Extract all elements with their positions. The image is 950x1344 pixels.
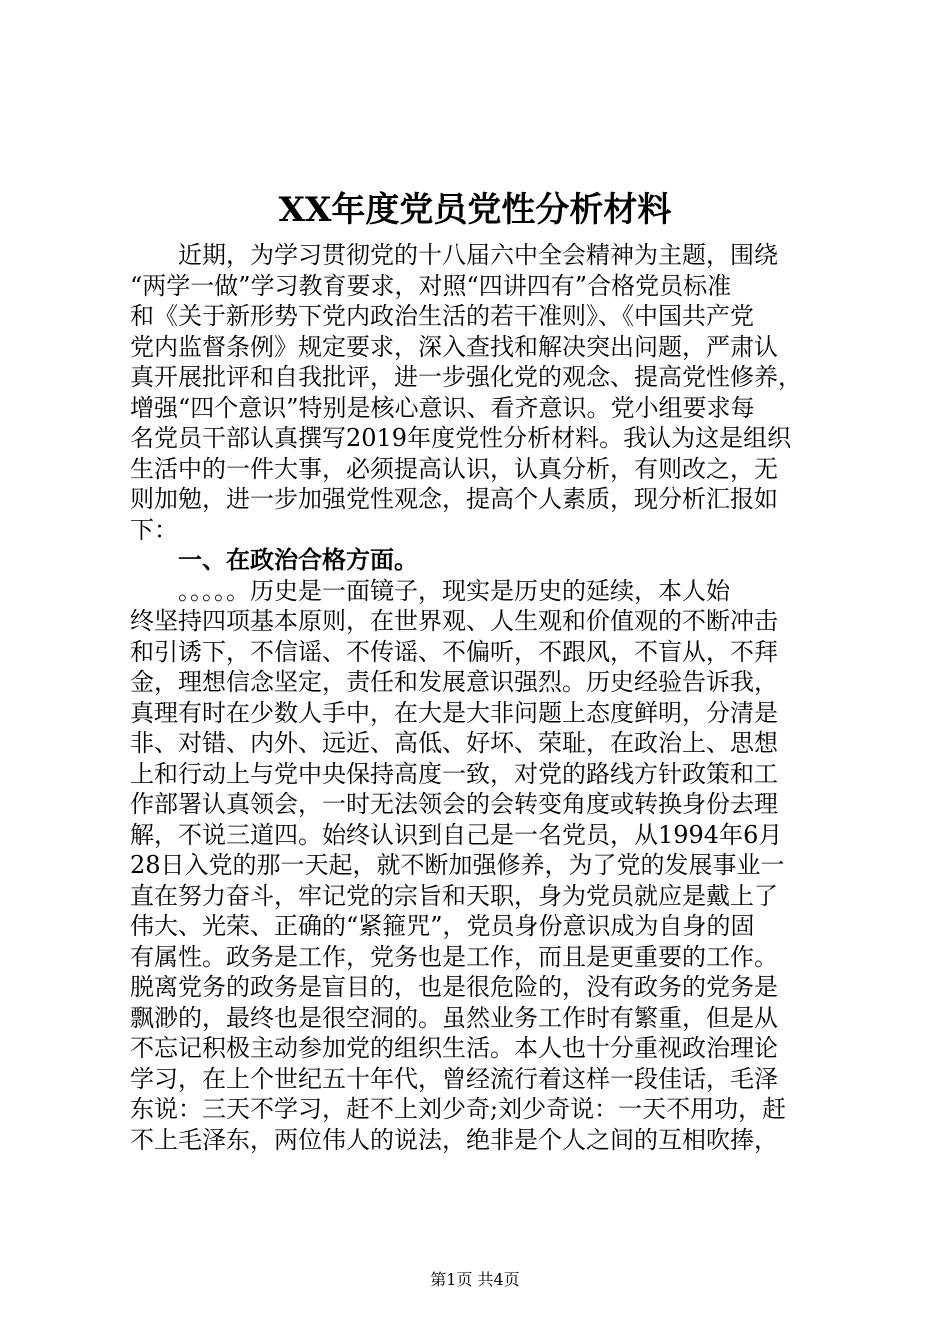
paragraph-line: “两学一做”学习教育要求，对照“四讲四有”合格党员标准 bbox=[130, 271, 732, 300]
paragraph-line: 。。。。。历史是一面镜子，现实是历史的延续，本人始 bbox=[178, 576, 730, 605]
document-title: XX年度党员党性分析材料 bbox=[278, 190, 672, 230]
paragraph-line: 则加勉，进一步加强党性观念，提高个人素质，现分析汇报如 bbox=[130, 485, 778, 513]
paragraph-line: 有属性。政务是工作，党务也是工作，而且是更重要的工作。 bbox=[130, 942, 778, 971]
paragraph-line: 金，理想信念坚定，责任和发展意识强烈。历史经验告诉我， bbox=[130, 668, 778, 696]
section-heading: 一、在政治合格方面。 bbox=[178, 546, 418, 574]
paragraph-line: 真理有时在少数人手中，在大是大非问题上态度鲜明，分清是 bbox=[130, 698, 778, 727]
paragraph-line: 学习，在上个世纪五十年代，曾经流行着这样一段佳话，毛泽 bbox=[130, 1064, 778, 1093]
document-body bbox=[130, 240, 830, 1155]
paragraph-line: 生活中的一件大事，必须提高认识，认真分析，有则改之，无 bbox=[130, 454, 778, 483]
paragraph-line: 东说：三天不学习，赶不上刘少奇;刘少奇说：一天不用功，赶 bbox=[130, 1095, 787, 1123]
paragraph-line: 增强“四个意识”特别是核心意识、看齐意识。党小组要求每 bbox=[130, 393, 755, 422]
page-number-footer: 第1页 共4页 bbox=[430, 1270, 520, 1289]
paragraph-line: 非、对错、内外、远近、高低、好坏、荣耻，在政治上、思想 bbox=[130, 729, 778, 757]
paragraph-line: 伟大、光荣、正确的“紧箍咒”，党员身份意识成为自身的固 bbox=[130, 912, 755, 940]
paragraph-line: 真开展批评和自我批评，进一步强化党的观念、提高党性修养， bbox=[130, 363, 802, 391]
paragraph-line: 和《关于新形势下党内政治生活的若干准则》、《中国共产党 bbox=[130, 302, 754, 330]
paragraph-line: 不忘记积极主动参加党的组织生活。本人也十分重视政治理论 bbox=[130, 1034, 778, 1062]
paragraph-line: 不上毛泽东，两位伟人的说法，绝非是个人之间的互相吹捧， bbox=[130, 1125, 778, 1154]
paragraph-line: 直在努力奋斗，牢记党的宗旨和天职，身为党员就应是戴上了 bbox=[130, 881, 778, 910]
paragraph-line: 上和行动上与党中央保持高度一致，对党的路线方针政策和工 bbox=[130, 759, 778, 788]
paragraph-line: 名党员干部认真撰写2019年度党性分析材料。我认为这是组织 bbox=[130, 424, 792, 452]
paragraph-line: 和引诱下，不信谣、不传谣、不偏听，不跟风，不盲从，不拜 bbox=[130, 637, 778, 666]
paragraph-line: 终坚持四项基本原则，在世界观、人生观和价值观的不断冲击 bbox=[130, 607, 778, 635]
paragraph-line: 近期，为学习贯彻党的十八届六中全会精神为主题，围绕 bbox=[178, 241, 778, 269]
paragraph-line: 作部署认真领会，一时无法领会的会转变角度或转换身份去理 bbox=[130, 790, 778, 818]
paragraph-line: 党内监督条例》规定要求，深入查找和解决突出问题，严肃认 bbox=[130, 332, 778, 361]
paragraph-line: 下： bbox=[130, 515, 178, 544]
paragraph-line: 28日入党的那一天起，就不断加强修养，为了党的发展事业一 bbox=[130, 851, 785, 879]
paragraph-line: 飘渺的，最终也是很空洞的。虽然业务工作时有繁重，但是从 bbox=[130, 1003, 778, 1032]
paragraph-line: 解，不说三道四。始终认识到自己是一名党员，从1994年6月 bbox=[130, 820, 783, 849]
paragraph-line: 脱离党务的政务是盲目的，也是很危险的，没有政务的党务是 bbox=[130, 973, 778, 1001]
